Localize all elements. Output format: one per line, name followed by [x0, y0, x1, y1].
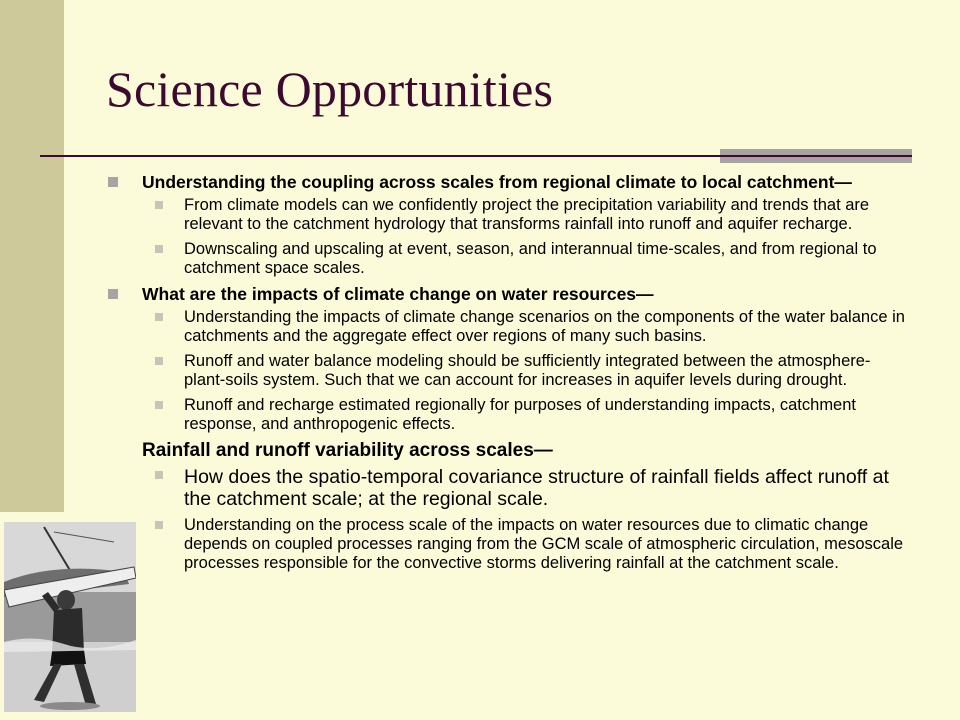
sub-bullet: [108, 308, 908, 346]
fisherman-photo: [4, 522, 136, 712]
bullet-section-rainfall: [108, 440, 908, 462]
sub-bullet: [108, 516, 908, 573]
square-bullet-icon: [108, 289, 118, 299]
slide-title: Science Opportunities: [106, 61, 554, 117]
left-accent-bar: [0, 0, 64, 512]
sub-bullet-text: Downscaling and upscaling at event, season, and interannual time-scales, and from regional to catchment space scales.: [184, 240, 877, 277]
square-bullet-icon: [155, 521, 163, 529]
title-underline: [40, 155, 720, 157]
title-underline-accent-line: [720, 155, 912, 157]
sub-bullet-text: Understanding the impacts of climate change scenarios on the components of the water balance in catchments and the aggregate effect over regions of many such basins.: [184, 308, 905, 345]
square-bullet-icon: [155, 471, 163, 479]
square-bullet-icon: [155, 245, 163, 253]
slide-content: [108, 172, 908, 579]
bullet-section-impacts: [108, 284, 908, 304]
section-heading: What are the impacts of climate change on water resources—: [142, 284, 654, 304]
sub-bullet-text: Runoff and water balance modeling should be sufficiently integrated between the atmosphere-plant-soils system. Such that we can account for increases in aquifer levels during drought.: [184, 352, 871, 389]
sub-bullet-text: From climate models can we confidently project the precipitation variability and trends that are relevant to the catchment hydrology that transforms rainfall into runoff and aquifer recharge.: [184, 196, 870, 233]
square-bullet-icon: [108, 177, 118, 187]
section-heading: Rainfall and runoff variability across scales—: [142, 440, 553, 461]
square-bullet-icon: [155, 401, 163, 409]
square-bullet-icon: [155, 313, 163, 321]
sub-bullet: [108, 466, 908, 510]
sub-bullet: [108, 396, 908, 434]
section-heading: Understanding the coupling across scales from regional climate to local catchment—: [142, 172, 852, 192]
sub-bullet: [108, 352, 908, 390]
bullet-section-coupling: [108, 172, 908, 192]
square-bullet-icon: [155, 201, 163, 209]
square-bullet-icon: [155, 357, 163, 365]
sub-bullet: [108, 240, 908, 278]
sub-bullet: [108, 196, 908, 234]
sub-bullet-text: Understanding on the process scale of the impacts on water resources due to climatic change depends on coupled processes ranging from the GCM scale of atmospheric circulation, mesoscale processes responsible for the convective storms delivering rainfall at the catchment scale.: [184, 516, 904, 572]
sub-bullet-text: How does the spatio-temporal covariance structure of rainfall fields affect runoff at the catchment scale; at the regional scale.: [184, 466, 889, 510]
sub-bullet-text: Runoff and recharge estimated regionally for purposes of understanding impacts, catchment response, and anthropogenic effects.: [184, 396, 856, 433]
